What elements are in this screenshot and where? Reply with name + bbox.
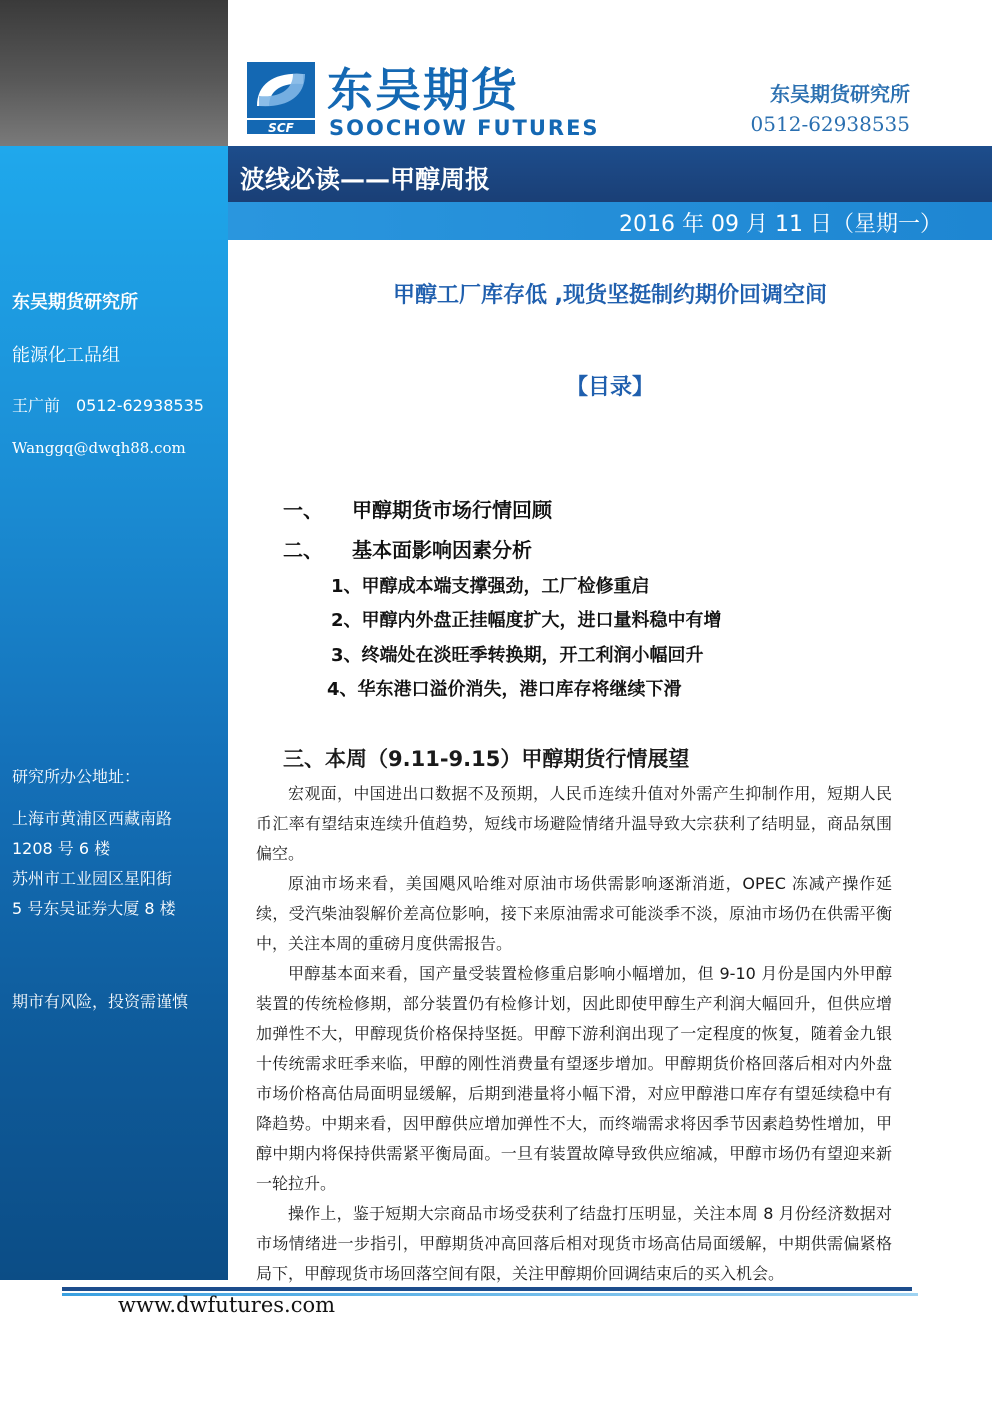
logo-english-name: SOOCHOW FUTURES [329,116,600,140]
header-phone: 0512-62938535 [750,112,910,136]
sidebar-group: 能源化工品组 [12,345,120,366]
toc-subsection: 4、华东港口溢价消失，港口库存将继续下滑 [327,679,682,700]
toc-subsection: 1、甲醇成本端支撑强劲，工厂检修重启 [331,576,650,597]
sidebar-top-panel [0,0,228,146]
footer-website: www.dwfutures.com [118,1293,336,1317]
body-paragraph: 操作上，鉴于短期大宗商品市场受获利了结盘打压明显，关注本周 8 月份经济数据对市场情绪进一步指引，甲醇期货冲高回落后相对现货市场高估局面缓解，中期供需偏紧格局下，甲醇现货市场回落空间有限，关注甲醇期价回调结束后的买入机会。 [256,1204,892,1283]
logo-chinese-name: 东吴期货 [327,63,519,117]
report-date-band [228,202,992,240]
body-paragraph: 甲醇基本面来看，国产量受装置检修重启影响小幅增加，但 9-10 月份是国内外甲醇装置的传统检修期，部分装置仍有检修计划，因此即使甲醇生产利润大幅回升，但供应增加弹性不大，甲醇现货价格保持坚挺。甲醇下游利润出现了一定程度的恢复，随着金九银十传统需求旺季来临，甲醇的刚性消费量有望逐步增加。甲醇期货价格回落后相对内外盘市场价格高估局面明显缓解，后期到港量将小幅下滑，对应甲醇港口库存有望延续稳中有降趋势。中期来看，因甲醇供应增加弹性不大，而终端需求将因季节因素趋势性增加，甲醇中期内将保持供需紧平衡局面。一旦有装置故障导致供应缩减，甲醇市场仍有望迎来新一轮拉升。 [256,964,892,1193]
report-title: 波线必读——甲醇周报 [240,165,491,194]
report-date: 2016 年 09 月 11 日（星期一） [619,212,942,237]
company-logo [247,58,600,142]
toc-section-2-num: 二、 [283,538,323,562]
toc-section-1-num: 一、 [283,498,323,522]
sidebar-address-label: 研究所办公地址： [12,767,141,786]
soochow-logo-icon [247,62,315,134]
logo-abbr: SCF [268,121,294,134]
toc-subsection: 2、甲醇内外盘正挂幅度扩大，进口量料稳中有增 [331,610,722,631]
address-line: 5 号东吴证券大厦 8 楼 [12,899,176,918]
sidebar-risk-notice: 期市有风险，投资需谨慎 [12,992,189,1011]
sidebar [0,146,228,1280]
body-paragraph: 宏观面，中国进出口数据不及预期，人民币连续升值对外需产生抑制作用，短期人民币汇率有望结束连续升值趋势，短线市场避险情绪升温导致大宗获利了结明显，商品氛围偏空。 [256,784,892,863]
toc-section-2: 基本面影响因素分析 [352,538,532,562]
report-body [256,779,892,1289]
toc-subsection: 3、终端处在淡旺季转换期，开工利润小幅回升 [331,645,704,666]
report-title-band [228,146,992,202]
body-paragraph: 原油市场来看，美国飓风哈维对原油市场供需影响逐渐消逝，OPEC 冻减产操作延续，受汽柴油裂解价差高位影响，接下来原油需求可能淡季不淡，原油市场仍在供需平衡中，关注本周的重磅月度供需报告。 [256,874,892,953]
footer-divider [62,1287,912,1291]
section-3-title: 三、本周（9.11-9.15）甲醇期货行情展望 [283,747,690,771]
header-institute: 东吴期货研究所 [770,82,910,106]
sidebar-contact: 王广前 0512-62938535 [12,396,204,415]
sidebar-address [12,804,222,924]
toc-section-1: 甲醇期货市场行情回顾 [352,498,552,522]
address-line: 1208 号 6 楼 [12,839,111,858]
sidebar-email: Wanggq@dwqh88.com [12,439,186,457]
address-line: 上海市黄浦区西藏南路 [12,809,173,828]
report-headline: 甲醇工厂库存低 ,现货坚挺制约期价回调空间 [392,283,828,308]
toc-title: 【目录】 [565,375,654,400]
address-line: 苏州市工业园区星阳街 [12,869,173,888]
sidebar-org: 东吴期货研究所 [12,292,138,313]
